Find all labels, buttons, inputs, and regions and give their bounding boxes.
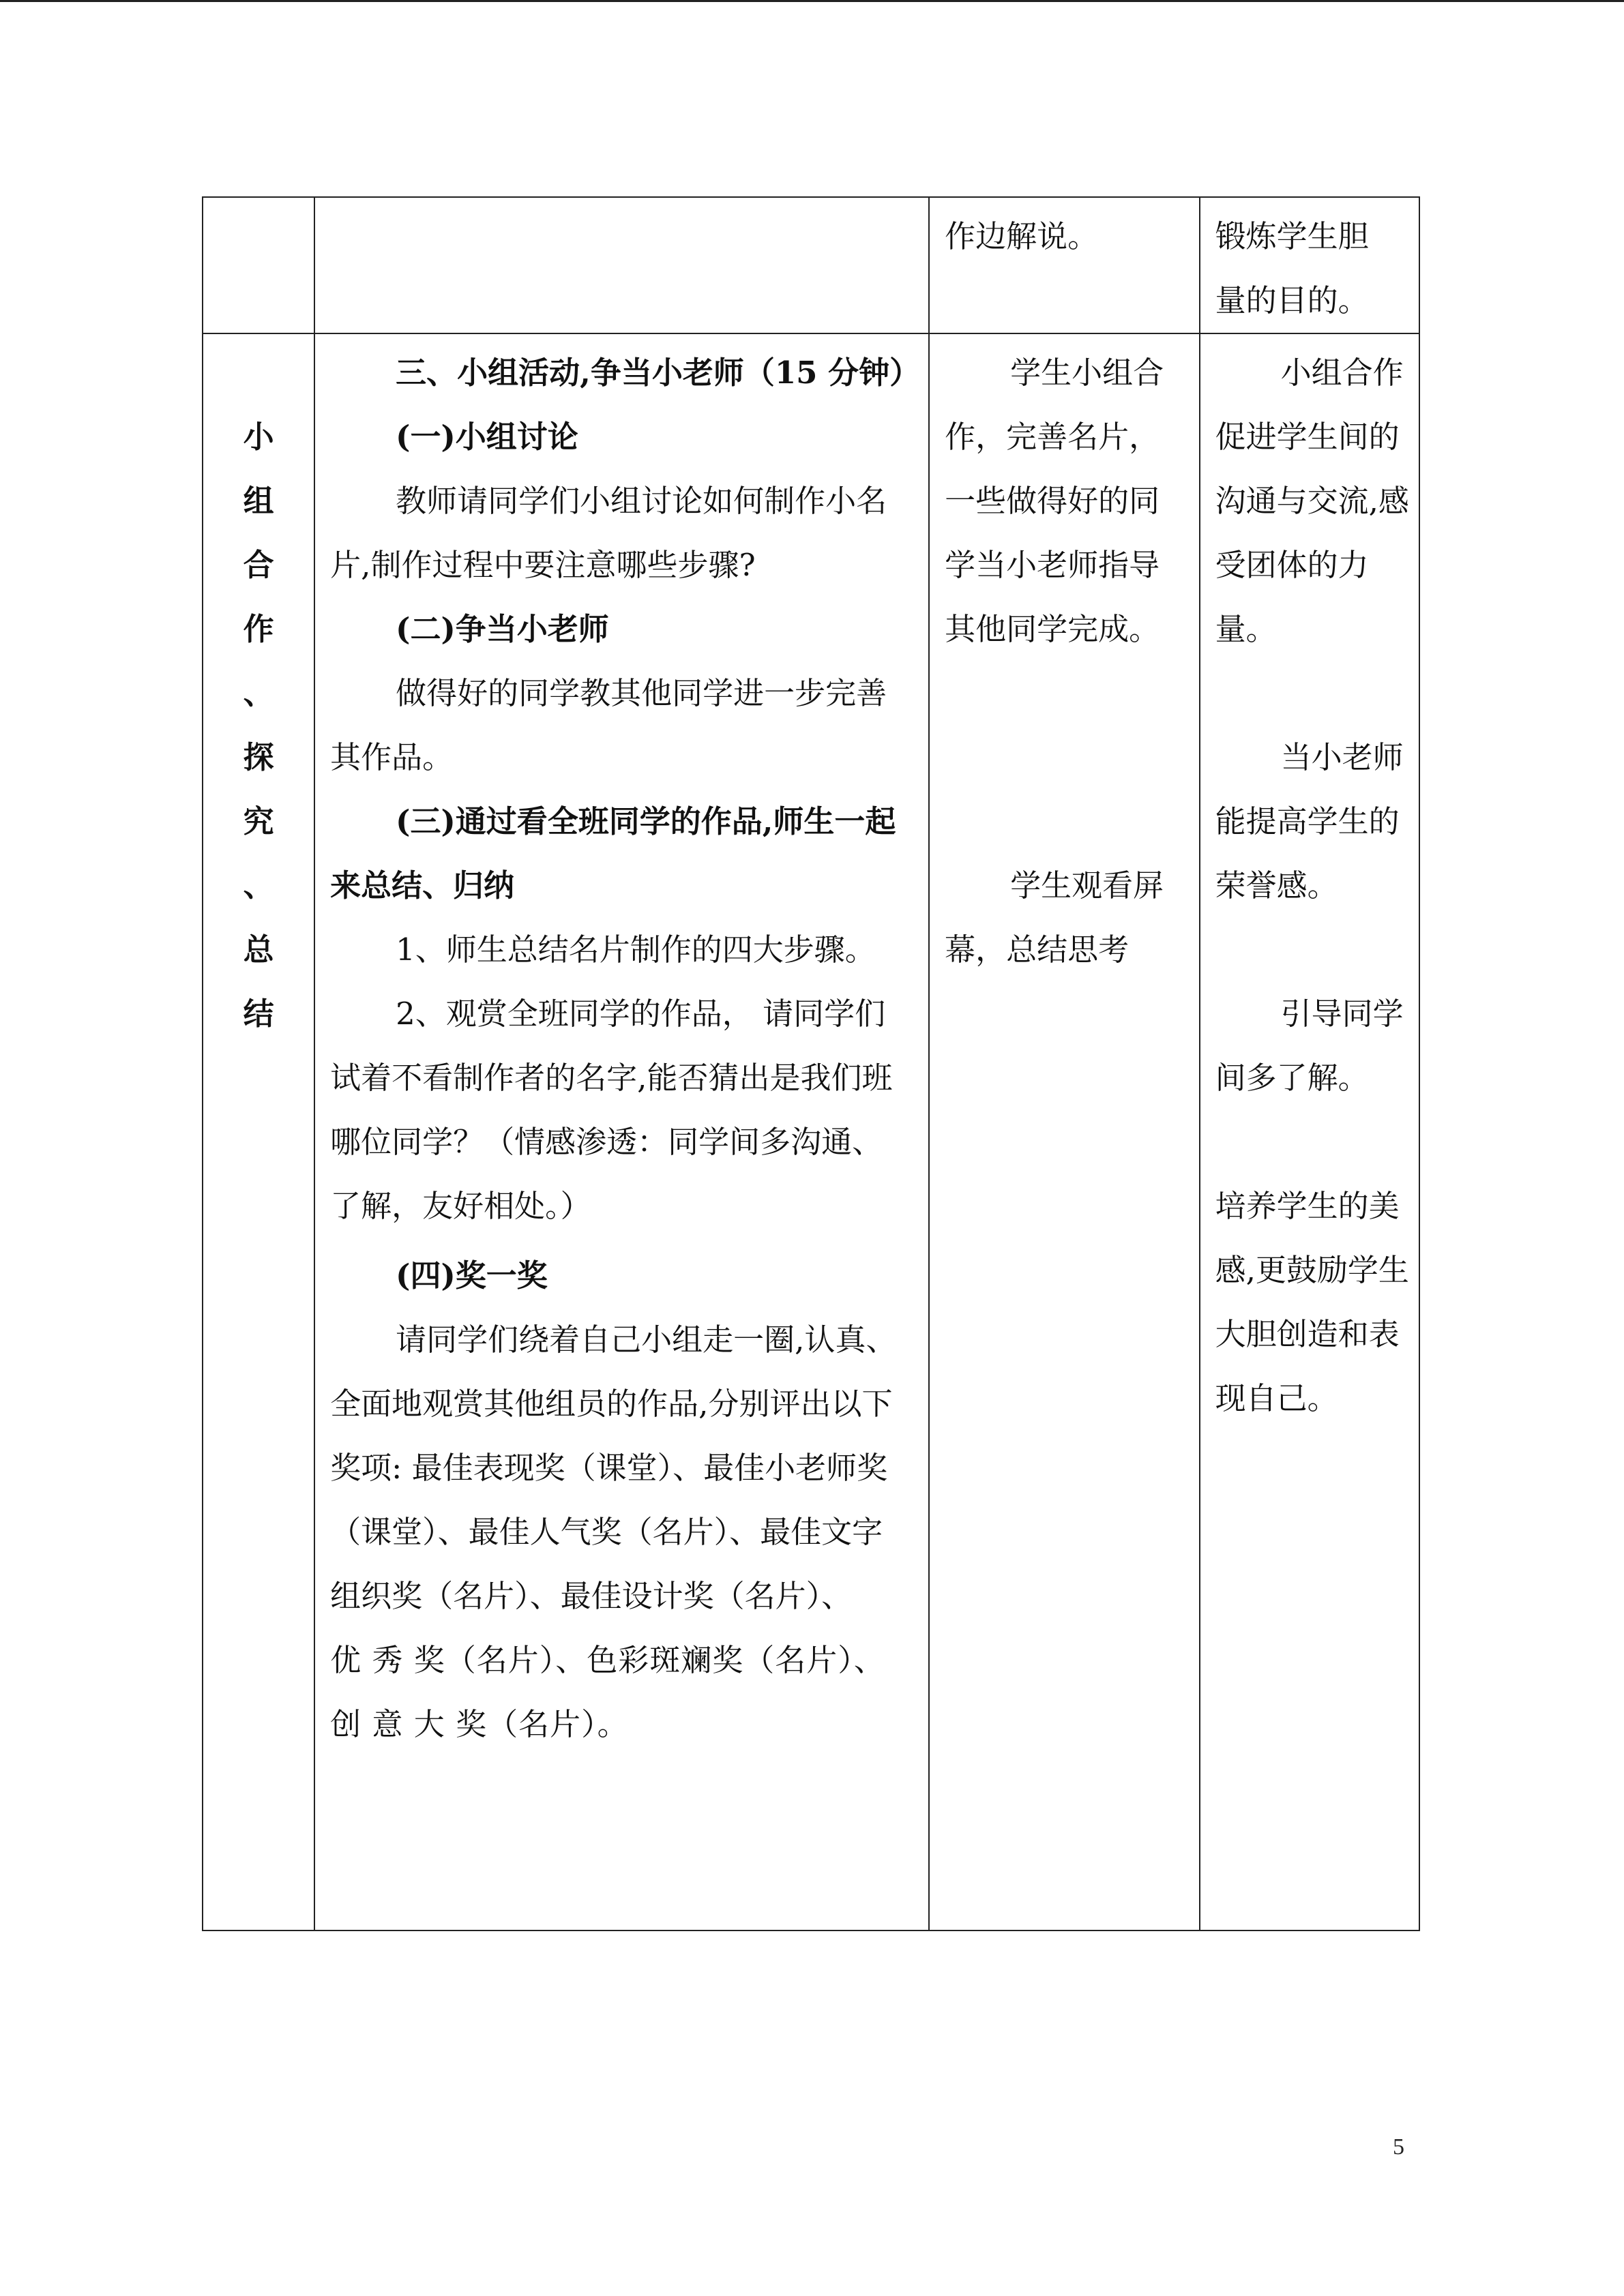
student-activity-text: 作边解说。 xyxy=(945,218,1099,254)
student-activity-cell xyxy=(929,333,1199,1930)
subheading-awards: (四)奖一奖 xyxy=(396,1257,548,1294)
design-intent-1: 小组合作促进学生间的沟通与交流,感受团体的力量。 xyxy=(1215,355,1409,647)
design-intent-cell xyxy=(1200,197,1419,333)
stage-label-char: 、 xyxy=(243,867,274,904)
top-border-line xyxy=(0,0,1624,2)
lesson-plan-table xyxy=(202,196,1420,1931)
design-intent-2: 当小老师能提高学生的荣誉感。 xyxy=(1215,739,1404,904)
summary-item-2: 2、观赏全班同学的作品， 请同学们试着不看制作者的名字,能否猜出是我们班哪位同学？（情感渗透：同学间多沟通、了解，友好相处。） xyxy=(330,996,893,1224)
design-intent-4: 培养学生的美感,更鼓励学生大胆创造和表现自己。 xyxy=(1215,1188,1409,1416)
subheading-discussion: (一)小组讨论 xyxy=(396,419,578,455)
teaching-process-cell xyxy=(314,333,929,1930)
design-intent-line: 量的目的。 xyxy=(1215,282,1369,318)
design-intent-line: 锻炼学生胆 xyxy=(1215,218,1369,254)
paragraph-awards-cont: 优 秀 奖（名片）、色彩斑斓奖（名片）、创 意 大 奖（名片）。 xyxy=(330,1642,885,1742)
student-activity-cell xyxy=(929,197,1199,333)
paragraph-discussion: 教师请同学们小组讨论如何制作小名片,制作过程中要注意哪些步骤? xyxy=(330,483,887,583)
stage-label-char: 、 xyxy=(243,675,274,711)
stage-label-char: 总 xyxy=(243,931,274,968)
summary-item-1: 1、师生总结名片制作的四大步骤。 xyxy=(396,931,876,968)
table-row-group-work xyxy=(203,333,1419,1930)
stage-label-char: 探 xyxy=(243,739,274,775)
stage-label-char: 组 xyxy=(243,483,274,519)
subheading-summary: (三)通过看全班同学的作品,师生一起来总结、归纳 xyxy=(330,803,896,904)
design-intent-cell xyxy=(1200,333,1419,1930)
subheading-little-teacher: (二)争当小老师 xyxy=(396,611,609,647)
stage-label-char: 结 xyxy=(243,996,274,1032)
paragraph-little-teacher: 做得好的同学教其他同学进一步完善其作品。 xyxy=(330,675,887,775)
student-activity-2: 学生观看屏幕，总结思考 xyxy=(945,867,1164,968)
design-intent-3: 引导同学间多了解。 xyxy=(1215,996,1404,1096)
paragraph-awards: 请同学们绕着自己小组走一圈,认真、全面地观赏其他组员的作品,分别评出以下奖项: 最佳表现奖（课堂）、最佳小老师奖（课堂）、最佳人气奖（名片）、最佳文字组织奖（名片）、最佳设计奖（名片）、 xyxy=(330,1322,897,1614)
process-cell-empty xyxy=(314,197,929,333)
stage-cell-empty xyxy=(203,197,314,333)
section-heading: 三、小组活动,争当小老师（15 分钟） xyxy=(396,355,921,391)
student-activity-1: 学生小组合作，完善名片，一些做得好的同学当小老师指导其他同学完成。 xyxy=(945,355,1164,647)
stage-label-cell xyxy=(203,333,314,1930)
page-number: 5 xyxy=(1393,2134,1404,2160)
stage-label-char: 究 xyxy=(243,803,274,839)
stage-label-char: 合 xyxy=(243,547,274,583)
stage-label-char: 小 xyxy=(243,419,274,455)
table-row-continuation xyxy=(203,197,1419,333)
stage-label-char: 作 xyxy=(243,611,274,647)
